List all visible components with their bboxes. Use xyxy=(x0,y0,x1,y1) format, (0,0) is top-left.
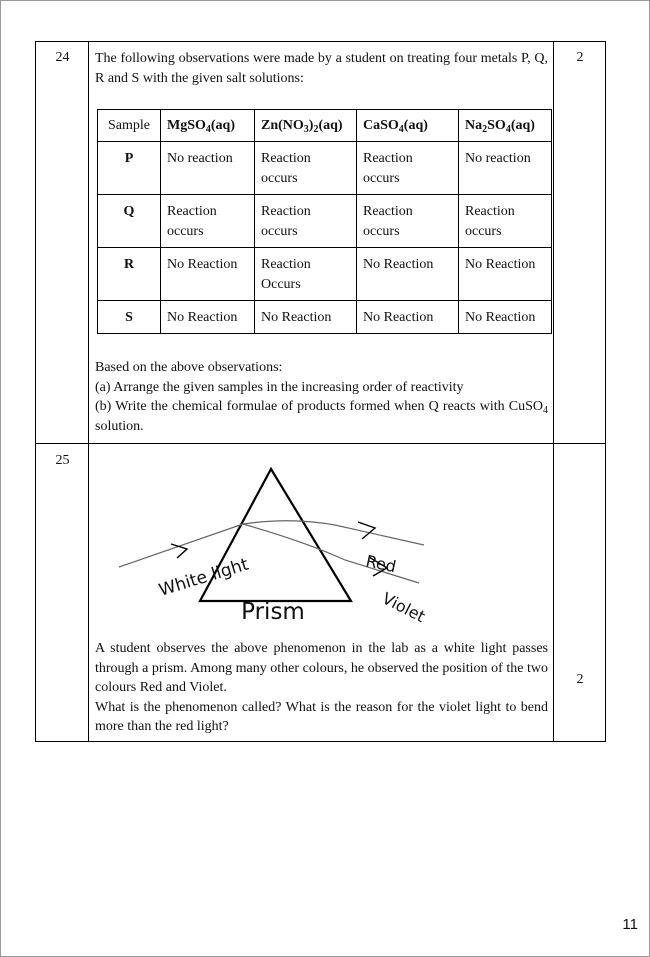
table-cell: No Reaction xyxy=(357,248,459,301)
sample-cell: R xyxy=(98,248,161,301)
column-header-caso4: CaSO$_4$(aq) xyxy=(357,110,459,142)
intro-text: The following observations were made by a student on treating four metals P, Q, R and S with the given salt solutions: xyxy=(95,51,548,86)
table-row xyxy=(98,142,552,195)
paragraph-2: What is the phenomenon called? What is the reason for the violet light to bend more than the red light? xyxy=(95,699,548,734)
question-24-parts xyxy=(95,358,548,436)
question-24-intro xyxy=(95,49,548,88)
table-cell: No reaction xyxy=(459,142,552,195)
question-table xyxy=(35,41,606,742)
part-a-text: (a) Arrange the given samples in the increasing order of reactivity xyxy=(95,379,464,395)
table-cell: No Reaction xyxy=(459,301,552,334)
table-cell: Reaction occurs xyxy=(255,142,357,195)
sample-cell: P xyxy=(98,142,161,195)
white-light-label: White light xyxy=(156,554,251,601)
table-header-row xyxy=(98,110,552,142)
red-label: Red xyxy=(364,551,398,577)
row-divider xyxy=(36,443,605,444)
column-header-zn-no3-2: $Zn(NO_3)_2(aq)$ xyxy=(255,110,357,142)
red-ray xyxy=(243,521,424,545)
table-cell: Reaction occurs xyxy=(459,195,552,248)
page-number: 11 xyxy=(622,916,638,933)
table-cell: Reaction occurs xyxy=(357,195,459,248)
table-cell: Reaction Occurs xyxy=(255,248,357,301)
column-divider xyxy=(553,42,554,741)
table-cell: Reaction occurs xyxy=(161,195,255,248)
table-row xyxy=(98,301,552,334)
paragraph-1: A student observes the above phenomenon in the lab as a white light passes through a prism. Among many other colours, he observed the position of the two colours Red and Violet. xyxy=(95,641,548,695)
column-divider xyxy=(88,42,89,741)
based-on-text: Based on the above observations: xyxy=(95,360,283,375)
table-row xyxy=(98,248,552,301)
part-b-text: (b) Write the chemical formulae of products formed when Q reacts with CuSO$_4$ solution. xyxy=(95,399,548,434)
column-header-mgso4: MgSO$_4$(aq) xyxy=(161,110,255,142)
marks-24: 2 xyxy=(576,50,584,65)
arrow-icon xyxy=(171,544,187,558)
marks-25: 2 xyxy=(576,672,584,687)
sample-cell: S xyxy=(98,301,161,334)
question-25-text xyxy=(95,639,548,737)
sample-header: Sample xyxy=(98,110,161,142)
question-number-24: 24 xyxy=(55,50,70,65)
question-number-25: 25 xyxy=(55,453,70,468)
table-cell: No Reaction xyxy=(459,248,552,301)
table-cell: Reaction occurs xyxy=(357,142,459,195)
observations-table xyxy=(97,109,552,334)
prism-label: Prism xyxy=(241,599,305,625)
table-cell: No Reaction xyxy=(161,248,255,301)
prism-diagram xyxy=(111,462,431,627)
column-header-na2so4: $Na_2SO_4(aq)$ xyxy=(459,110,552,142)
table-row xyxy=(98,195,552,248)
violet-label: Violet xyxy=(379,588,429,627)
table-cell: No reaction xyxy=(161,142,255,195)
table-cell: No Reaction xyxy=(255,301,357,334)
sample-cell: Q xyxy=(98,195,161,248)
table-cell: Reaction occurs xyxy=(255,195,357,248)
table-cell: No Reaction xyxy=(357,301,459,334)
table-cell: No Reaction xyxy=(161,301,255,334)
